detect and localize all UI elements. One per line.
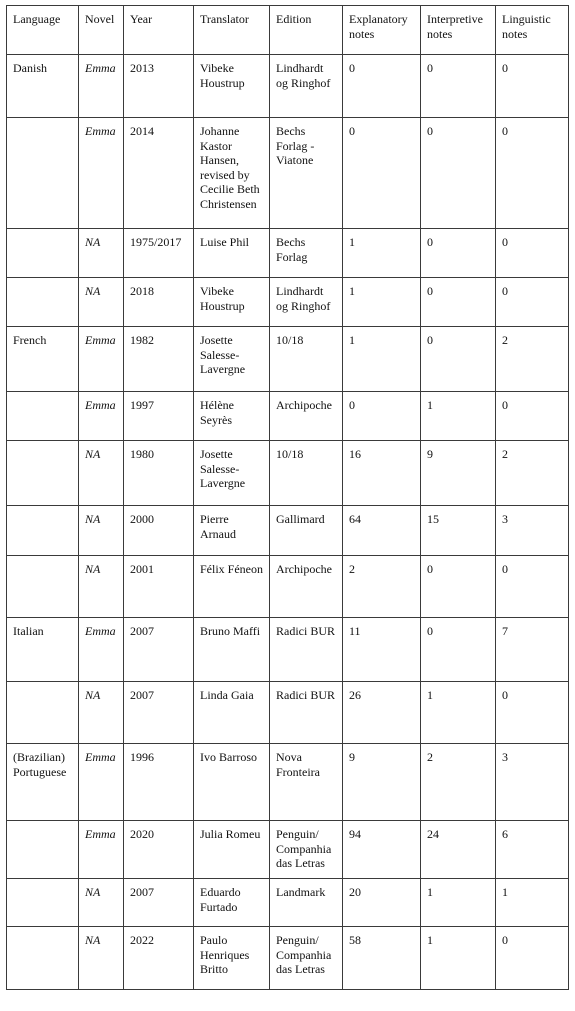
interpretive-notes-cell: 1	[421, 682, 496, 744]
language-cell: (Brazilian) Portuguese	[7, 744, 79, 821]
linguistic-notes-cell: 3	[496, 506, 569, 556]
header-explanatory-notes: Explanatory notes	[343, 6, 421, 55]
translator-cell: Eduardo Furtado	[194, 879, 270, 927]
edition-cell: Penguin/ Companhia das Letras	[270, 821, 343, 879]
novel-title: Emma	[85, 333, 116, 347]
edition-cell: Lindhardt og Ringhof	[270, 55, 343, 118]
novel-title: NA	[85, 933, 101, 947]
translator-cell: Paulo Henriques Britto	[194, 927, 270, 990]
interpretive-notes-cell: 1	[421, 392, 496, 441]
explanatory-notes-cell: 2	[343, 556, 421, 618]
edition-cell: Radici BUR	[270, 682, 343, 744]
header-linguistic-notes: Linguistic notes	[496, 6, 569, 55]
table-row	[7, 682, 569, 744]
year-cell: 1975/2017	[124, 229, 194, 278]
language-cell	[7, 229, 79, 278]
translator-cell: Félix Féneon	[194, 556, 270, 618]
explanatory-notes-cell: 0	[343, 118, 421, 229]
edition-cell: Radici BUR	[270, 618, 343, 682]
table-row	[7, 55, 569, 118]
interpretive-notes-cell: 24	[421, 821, 496, 879]
edition-cell: Archipoche	[270, 392, 343, 441]
explanatory-notes-cell: 0	[343, 55, 421, 118]
linguistic-notes-cell: 3	[496, 744, 569, 821]
edition-cell: Bechs Forlag	[270, 229, 343, 278]
novel-cell	[79, 441, 124, 506]
year-cell: 2007	[124, 618, 194, 682]
novel-cell	[79, 821, 124, 879]
explanatory-notes-cell: 58	[343, 927, 421, 990]
explanatory-notes-cell: 1	[343, 229, 421, 278]
year-cell: 1997	[124, 392, 194, 441]
year-cell: 2007	[124, 682, 194, 744]
explanatory-notes-cell: 9	[343, 744, 421, 821]
language-cell: French	[7, 327, 79, 392]
language-cell	[7, 927, 79, 990]
interpretive-notes-cell: 0	[421, 278, 496, 327]
explanatory-notes-cell: 94	[343, 821, 421, 879]
linguistic-notes-cell: 1	[496, 879, 569, 927]
header-year: Year	[124, 6, 194, 55]
novel-cell	[79, 229, 124, 278]
edition-cell: 10/18	[270, 441, 343, 506]
language-cell: Italian	[7, 618, 79, 682]
table-row	[7, 556, 569, 618]
language-cell	[7, 278, 79, 327]
novel-title: NA	[85, 284, 101, 298]
linguistic-notes-cell: 0	[496, 55, 569, 118]
novel-title: NA	[85, 562, 101, 576]
header-novel: Novel	[79, 6, 124, 55]
language-cell	[7, 506, 79, 556]
table-row	[7, 821, 569, 879]
table-row	[7, 229, 569, 278]
explanatory-notes-cell: 26	[343, 682, 421, 744]
header-translator: Translator	[194, 6, 270, 55]
interpretive-notes-cell: 0	[421, 55, 496, 118]
translations-table	[6, 5, 569, 990]
year-cell: 2014	[124, 118, 194, 229]
novel-cell	[79, 744, 124, 821]
linguistic-notes-cell: 0	[496, 682, 569, 744]
novel-title: NA	[85, 235, 101, 249]
edition-cell: Nova Fronteira	[270, 744, 343, 821]
table-body	[7, 55, 569, 990]
novel-title: Emma	[85, 750, 116, 764]
language-cell: Danish	[7, 55, 79, 118]
interpretive-notes-cell: 0	[421, 618, 496, 682]
translator-cell: Pierre Arnaud	[194, 506, 270, 556]
translator-cell: Luise Phil	[194, 229, 270, 278]
edition-cell: Landmark	[270, 879, 343, 927]
novel-title: Emma	[85, 398, 116, 412]
edition-cell: Penguin/ Companhia das Letras	[270, 927, 343, 990]
linguistic-notes-cell: 2	[496, 441, 569, 506]
novel-cell	[79, 506, 124, 556]
language-cell	[7, 392, 79, 441]
edition-cell: 10/18	[270, 327, 343, 392]
novel-cell	[79, 682, 124, 744]
novel-cell	[79, 118, 124, 229]
novel-cell	[79, 927, 124, 990]
header-interpretive-notes: Interpretive notes	[421, 6, 496, 55]
language-cell	[7, 879, 79, 927]
edition-cell: Lindhardt og Ringhof	[270, 278, 343, 327]
translator-cell: Linda Gaia	[194, 682, 270, 744]
language-cell	[7, 118, 79, 229]
interpretive-notes-cell: 9	[421, 441, 496, 506]
novel-title: NA	[85, 885, 101, 899]
interpretive-notes-cell: 0	[421, 118, 496, 229]
table-row	[7, 927, 569, 990]
table-row	[7, 506, 569, 556]
year-cell: 2022	[124, 927, 194, 990]
translator-cell: Johanne Kastor Hansen, revised by Cecilie Beth Christensen	[194, 118, 270, 229]
linguistic-notes-cell: 0	[496, 118, 569, 229]
novel-cell	[79, 618, 124, 682]
year-cell: 2007	[124, 879, 194, 927]
edition-cell: Bechs Forlag - Viatone	[270, 118, 343, 229]
linguistic-notes-cell: 6	[496, 821, 569, 879]
novel-cell	[79, 55, 124, 118]
language-cell	[7, 441, 79, 506]
header-edition: Edition	[270, 6, 343, 55]
year-cell: 1996	[124, 744, 194, 821]
interpretive-notes-cell: 0	[421, 327, 496, 392]
novel-cell	[79, 327, 124, 392]
novel-cell	[79, 278, 124, 327]
interpretive-notes-cell: 1	[421, 879, 496, 927]
edition-cell: Gallimard	[270, 506, 343, 556]
header-language: Language	[7, 6, 79, 55]
interpretive-notes-cell: 15	[421, 506, 496, 556]
interpretive-notes-cell: 1	[421, 927, 496, 990]
novel-title: NA	[85, 447, 101, 461]
table-row	[7, 744, 569, 821]
year-cell: 2018	[124, 278, 194, 327]
table-row	[7, 327, 569, 392]
translator-cell: Josette Salesse-Lavergne	[194, 327, 270, 392]
linguistic-notes-cell: 0	[496, 278, 569, 327]
explanatory-notes-cell: 64	[343, 506, 421, 556]
translator-cell: Hélène Seyrès	[194, 392, 270, 441]
novel-cell	[79, 879, 124, 927]
language-cell	[7, 821, 79, 879]
year-cell: 2020	[124, 821, 194, 879]
novel-title: Emma	[85, 61, 116, 75]
linguistic-notes-cell: 7	[496, 618, 569, 682]
interpretive-notes-cell: 2	[421, 744, 496, 821]
translator-cell: Julia Romeu	[194, 821, 270, 879]
translator-cell: Ivo Barroso	[194, 744, 270, 821]
novel-title: Emma	[85, 124, 116, 138]
linguistic-notes-cell: 0	[496, 392, 569, 441]
table-row	[7, 441, 569, 506]
novel-title: NA	[85, 688, 101, 702]
translator-cell: Vibeke Houstrup	[194, 278, 270, 327]
header-row	[7, 6, 569, 55]
interpretive-notes-cell: 0	[421, 229, 496, 278]
explanatory-notes-cell: 1	[343, 278, 421, 327]
year-cell: 1980	[124, 441, 194, 506]
edition-cell: Archipoche	[270, 556, 343, 618]
language-cell	[7, 556, 79, 618]
linguistic-notes-cell: 0	[496, 556, 569, 618]
explanatory-notes-cell: 1	[343, 327, 421, 392]
interpretive-notes-cell: 0	[421, 556, 496, 618]
explanatory-notes-cell: 11	[343, 618, 421, 682]
linguistic-notes-cell: 0	[496, 229, 569, 278]
linguistic-notes-cell: 0	[496, 927, 569, 990]
table-row	[7, 392, 569, 441]
explanatory-notes-cell: 0	[343, 392, 421, 441]
year-cell: 2001	[124, 556, 194, 618]
language-cell	[7, 682, 79, 744]
explanatory-notes-cell: 20	[343, 879, 421, 927]
translator-cell: Vibeke Houstrup	[194, 55, 270, 118]
table-row	[7, 278, 569, 327]
table-row	[7, 118, 569, 229]
translator-cell: Bruno Maffi	[194, 618, 270, 682]
novel-title: Emma	[85, 827, 116, 841]
table-row	[7, 618, 569, 682]
novel-title: Emma	[85, 624, 116, 638]
year-cell: 2013	[124, 55, 194, 118]
translator-cell: Josette Salesse-Lavergne	[194, 441, 270, 506]
novel-cell	[79, 556, 124, 618]
novel-cell	[79, 392, 124, 441]
explanatory-notes-cell: 16	[343, 441, 421, 506]
table-row	[7, 879, 569, 927]
novel-title: NA	[85, 512, 101, 526]
year-cell: 2000	[124, 506, 194, 556]
year-cell: 1982	[124, 327, 194, 392]
linguistic-notes-cell: 2	[496, 327, 569, 392]
